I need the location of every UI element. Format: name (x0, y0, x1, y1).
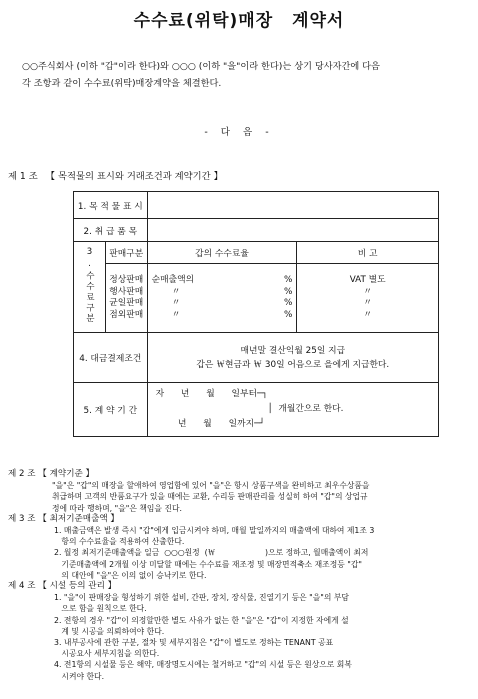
sales-type-event: 행사판매 (109, 286, 144, 297)
ditto-mark: 〃 (363, 286, 373, 297)
period-from: 자 년 월 일부터─┐ (155, 389, 268, 399)
ditto-mark: 〃 (171, 286, 181, 297)
period-to: 년 월 일까지─┘ (155, 419, 265, 429)
ditto-mark: 〃 (171, 309, 181, 320)
article-2-line: 정에 따라 행하며, "을"은 책임을 진다. (52, 503, 182, 513)
intro-paragraph (22, 58, 467, 92)
articles-section (8, 469, 470, 682)
rate-pct: % (283, 298, 293, 308)
rate-pct: % (283, 286, 293, 297)
article-4-line: 4. 전1항의 시설물 등은 해약, 매장명도시에는 철거하고 "갑"의 시설 등은 원상으로 회복 (54, 660, 352, 670)
article-3-line: 2. 월정 최저기준매출액을 일금 ○○○원정 (￦ )으로 정하고, 월매출액이 최저 (54, 548, 369, 558)
article-4-line: 2. 전항의 경우 "갑"이 의정할만한 별도 사유가 없는 한 "을"은 "갑"이 지정한 자에게 설 (54, 615, 349, 625)
intro-line-1: ○○주식회사 (이하 "갑"이라 한다)와 ○○○ (이하 "을"이라 한다)는 상기 당사자간에 다음 (22, 61, 380, 72)
article-2-heading: 제 2 조 【 계약기준 】 (8, 469, 95, 479)
sales-type-header: 판매구분 (105, 242, 147, 264)
article-4-heading: 제 4 조 【 시설 등의 관리 】 (8, 581, 117, 592)
table-row (74, 264, 439, 333)
fee-rate-header: 갑의 수수료율 (147, 242, 297, 264)
table-row (74, 242, 439, 264)
sales-types (105, 264, 147, 333)
contract-period-value (147, 383, 438, 437)
table-row (74, 383, 439, 437)
remarks-header: 비 고 (297, 242, 439, 264)
payment-line-1: 매년말 결산익월 25일 지급 (240, 345, 346, 356)
table-row (74, 333, 439, 383)
object-value (147, 192, 438, 219)
sales-type-offsite: 점외판매 (109, 309, 144, 320)
sales-type-uniform: 균일판매 (109, 298, 144, 308)
table-row (74, 192, 439, 219)
article-4-line: 3. 내부공사에 관한 구분, 절차 및 세부지침은 "갑"이 별도로 정하는 TENANT 공표 (54, 638, 334, 648)
table-row (74, 219, 439, 242)
vat-note: VAT 별도 (349, 275, 386, 285)
contract-terms-table (73, 191, 439, 437)
article-3-line: 기준매출액에 2개월 이상 미달할 때에는 수수료를 재조정 및 매장면적축소 재조정등 "갑" (54, 559, 362, 569)
fee-category-label: 3.수수료구분 (74, 242, 106, 333)
document-title: 수수료(위탁)매장 계약서 (133, 11, 345, 31)
section-marker: - 다 음 - (204, 127, 274, 138)
article-3-line: 의 대안에 "을"은 이의 없이 승낙키로 한다. (54, 570, 207, 580)
article-1-number: 제 1 조 (8, 171, 38, 182)
object-label: 1. 목 적 물 표 시 (74, 192, 148, 219)
article-4-line: 으로 함을 원칙으로 한다. (54, 604, 147, 614)
article-1-heading (8, 168, 223, 182)
ditto-mark: 〃 (171, 298, 181, 308)
items-label: 2. 취 급 품 목 (74, 219, 148, 242)
article-4-line: 1. "을"이 판매장을 형성하기 위한 설비, 간판, 장치, 장식물, 진열기기 등은 "을"의 부담 (54, 593, 349, 603)
intro-line-2: 각 조항과 같이 수수료(위탁)매장계약을 체결한다. (22, 78, 222, 89)
article-2-line: 취급하며 고객의 반품요구가 있을 때에는 교환, 수리등 판매관리를 성실히 하여 "갑"의 상업규 (52, 492, 368, 502)
rate-label: 순매출액의 (151, 275, 195, 285)
rate-pct: % (283, 275, 293, 285)
article-4-line: 계 및 시공을 의뢰하여야 한다. (54, 626, 165, 636)
contract-period-label: 5. 계 약 기 간 (74, 383, 148, 437)
article-4-line: 시켜야 한다. (54, 671, 105, 681)
sales-type-normal: 정상판매 (109, 275, 144, 285)
payment-terms-value (147, 333, 438, 383)
article-2-line: "을"은 "갑"의 매장을 할애하여 영업함에 있어 "을"은 항시 상품구색을 완비하고 최우수상품을 (52, 481, 370, 491)
rate-pct: % (283, 309, 293, 320)
remarks (297, 264, 439, 333)
period-duration: │ 개월간으로 한다. (155, 404, 344, 414)
payment-terms-label: 4. 대금결제조건 (74, 333, 148, 383)
items-value (147, 219, 438, 242)
article-3-line: 1. 매출금액은 발생 즉시 "갑"에게 입금시켜야 하며, 매월 말일까지의 매출액에 대하여 제1조 3 (54, 526, 375, 536)
fee-rates (147, 264, 297, 333)
article-1-title: 【 목적물의 표시와 거래조건과 계약기간 】 (45, 171, 223, 182)
article-3-heading: 제 3 조 【 최저기준매출액 】 (8, 513, 120, 524)
ditto-mark: 〃 (363, 298, 373, 308)
payment-line-2: 갑은 ￦현금과 ￦ 30일 어음으로 을에게 지급한다. (196, 359, 390, 370)
article-3-line: 항의 수수료율을 적용하여 산출한다. (54, 537, 185, 547)
ditto-mark: 〃 (363, 309, 373, 320)
article-4-line: 시공요사 세부지침을 의한다. (54, 649, 160, 659)
